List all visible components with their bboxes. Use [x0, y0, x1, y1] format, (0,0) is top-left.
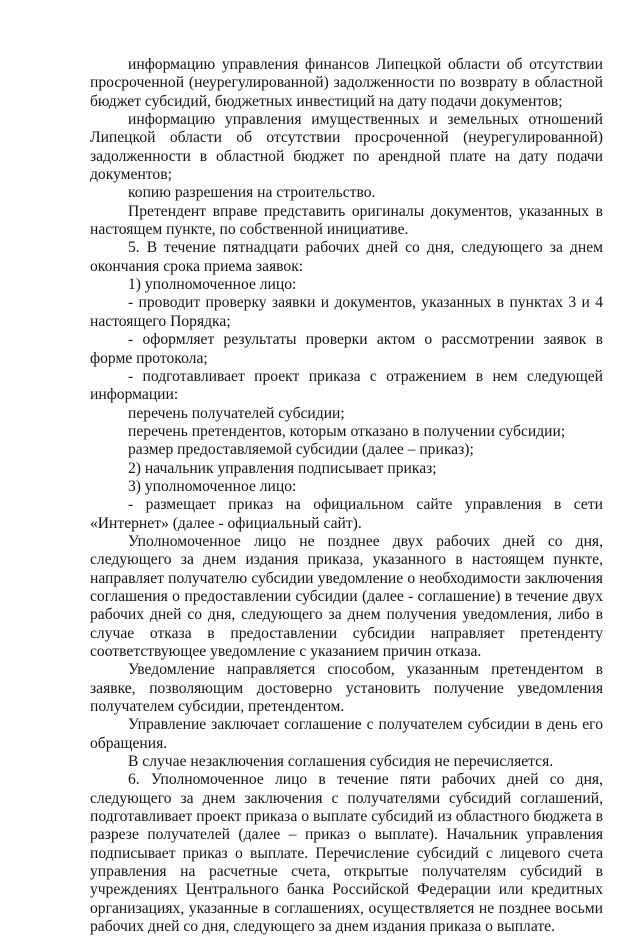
paragraph-refused-list: перечень претендентов, которым отказано в получении субсидии; [128, 422, 566, 440]
paragraph-subsidy-size: размер предоставляемой субсидии (далее – приказ); [128, 441, 474, 459]
paragraph-agreement: Управление заключает соглашение с получателем субсидии в день его обращения. [90, 716, 603, 752]
paragraph-recipients-list: перечень получателей субсидии; [128, 404, 345, 422]
paragraph-sub-1: 1) уполномоченное лицо: [128, 276, 297, 294]
paragraph-check: - проводит проверку заявки и документов, указанных в пунктах 3 и 4 настоящего Порядка; [90, 294, 603, 330]
paragraph-notification-method: Уведомление направляется способом, указанным претендентом в заявке, позволяющим достоверно установить получение уведомления получателем субсидии, претендентом. [90, 661, 603, 716]
paragraph-info-property: информацию управления имущественных и земельных отношений Липецкой области об отсутствии просроченной (неурегулированной) задолженности в областной бюджет по арендной плате на дату подачи документов; [90, 111, 603, 184]
paragraph-building-permit: копию разрешения на строительство. [128, 184, 376, 202]
paragraph-originals: Претендент вправе представить оригиналы документов, указанных в настоящем пункте, по собственной инициативе. [90, 202, 603, 239]
document-page [90, 56, 603, 937]
paragraph-protocol: - оформляет результаты проверки актом о рассмотрении заявок в форме протокола; [90, 331, 603, 367]
paragraph-sub-2: 2) начальник управления подписывает приказ; [128, 459, 437, 477]
paragraph-no-agreement: В случае незаключения соглашения субсидия не перечисляется. [128, 753, 554, 771]
paragraph-sub-3: 3) уполномоченное лицо: [128, 477, 297, 495]
paragraph-item-6: 6. Уполномоченное лицо в течение пяти рабочих дней со дня, следующего за днем заключения с получателями субсидий соглашений, подготавливает проект приказа о выплате субсидий из областного бюджета в разрезе получателей (далее – приказ о выплате). Начальник управления подписывает приказ о выплате. Перечисление субсидий с лицевого счета управления на расчетные счета, открытые получателям субсидий в учреждениях Центрального банка Российской Федерации или кредитных организациях, указанные в соглашениях, осуществляется не позднее восьми рабочих дней со дня, следующего за днем издания приказа о выплате. [90, 771, 603, 936]
paragraph-draft-order: - подготавливает проект приказа с отражением в нем следующей информации: [90, 367, 603, 404]
paragraph-info-finance: информацию управления финансов Липецкой области об отсутствии просроченной (неурегулированной) задолженности по возврату в областной бюджет субсидий, бюджетных инвестиций на дату подачи документов; [90, 56, 603, 110]
paragraph-item-5: 5. В течение пятнадцати рабочих дней со дня, следующего за днем окончания срока приема заявок: [90, 239, 603, 275]
paragraph-publish: - размещает приказ на официальном сайте управления в сети «Интернет» (далее - официальный сайт). [90, 496, 603, 532]
paragraph-notification: Уполномоченное лицо не позднее двух рабочих дней со дня, следующего за днем издания приказа, указанного в настоящем пункте, направляет получателю субсидии уведомление о необходимости заключения соглашения о предоставлении субсидии (далее - соглашение) в течение двух рабочих дней со дня, следующего за днем получения уведомления, либо в случае отказа в предоставлении субсидии направляет претенденту соответствующее уведомление с указанием причин отказа. [90, 532, 603, 660]
